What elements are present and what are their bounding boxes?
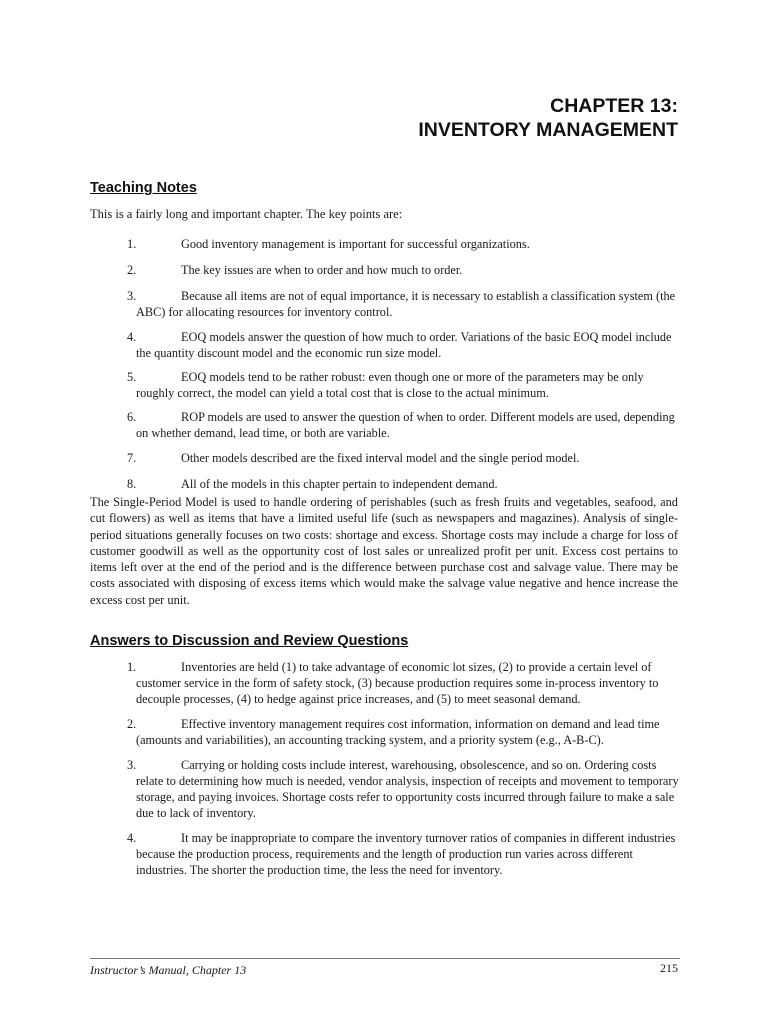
list-item: 4. EOQ models answer the question of how much to order. Variations of the basic EOQ model include the quantity discount model and the economic run size model. [127,330,672,360]
footer-title: Instructor’s Manual, Chapter 13 [90,963,247,977]
list-item: 3. Because all items are not of equal importance, it is necessary to establish a classification system (the ABC) for allocating resources for inventory control. [127,289,676,319]
answers-list [90,659,680,878]
list-item: 6. ROP models are used to answer the question of when to order. Different models are used, depending on whether demand, lead time, or both are variable. [127,410,675,440]
list-item: 7. Other models described are the fixed interval model and the single period model. [127,451,580,465]
key-points-list [90,236,680,492]
list-item: 2. The key issues are when to order and how much to order. [127,263,463,277]
list-item: 5. EOQ models tend to be rather robust: even though one or more of the parameters may be only roughly correct, the model can yield a total cost that is close to the actual minimum. [127,370,644,400]
chapter-name: INVENTORY MANAGEMENT [418,119,678,141]
footer-divider [90,958,680,959]
chapter-number: CHAPTER 13: [550,95,678,117]
list-item: 3. Carrying or holding costs include interest, warehousing, obsolescence, and so on. Ordering costs relate to determining how much is needed, vendor analysis, inspection of receipts and movement to temporary storage, and paying invoices. Shortage costs refer to opportunity costs incurred through failure to make a sale due to lack of inventory. [127,758,679,820]
list-item: 1. Good inventory management is important for successful organizations. [127,237,530,251]
teaching-notes-heading: Teaching Notes [90,180,197,196]
single-period-paragraph: The Single-Period Model is used to handle ordering of perishables (such as fresh fruits and vegetables, seafood, and cut flowers) as well as items that have a limited useful life (such as newspapers and magazines). Analysis of single-period situations generally focuses on two costs: shortage and excess. Shortage costs may include a charge for loss of customer goodwill as well as the opportunity cost of lost sales or unrealized profit per unit. Excess cost pertains to items left over at the end of the period and is the difference between purchase cost and salvage value. There may be costs associated with disposing of excess items which would make the salvage value negative and hence increase the excess cost per unit. [90,495,678,607]
answers-heading: Answers to Discussion and Review Questions [90,633,409,649]
list-item: 2. Effective inventory management requires cost information, information on demand and lead time (amounts and variabilities), an accounting tracking system, and a priority system (e.g., A-B-C). [127,717,660,747]
list-item: 4. It may be inappropriate to compare the inventory turnover ratios of companies in different industries because the production process, requirements and the length of production run varies across different industries. The shorter the production time, the less the need for inventory. [127,831,676,877]
list-item: 1. Inventories are held (1) to take advantage of economic lot sizes, (2) to provide a certain level of customer service in the form of safety stock, (3) because production requires some in-process inventory to decouple processes, (4) to hedge against price increases, and (5) to meet seasonal demand. [127,660,659,706]
page-number: 215 [660,961,678,975]
chapter-title [178,94,678,142]
list-item: 8. All of the models in this chapter pertain to independent demand. [127,477,498,491]
teaching-notes-intro: This is a fairly long and important chapter. The key points are: [90,207,403,221]
